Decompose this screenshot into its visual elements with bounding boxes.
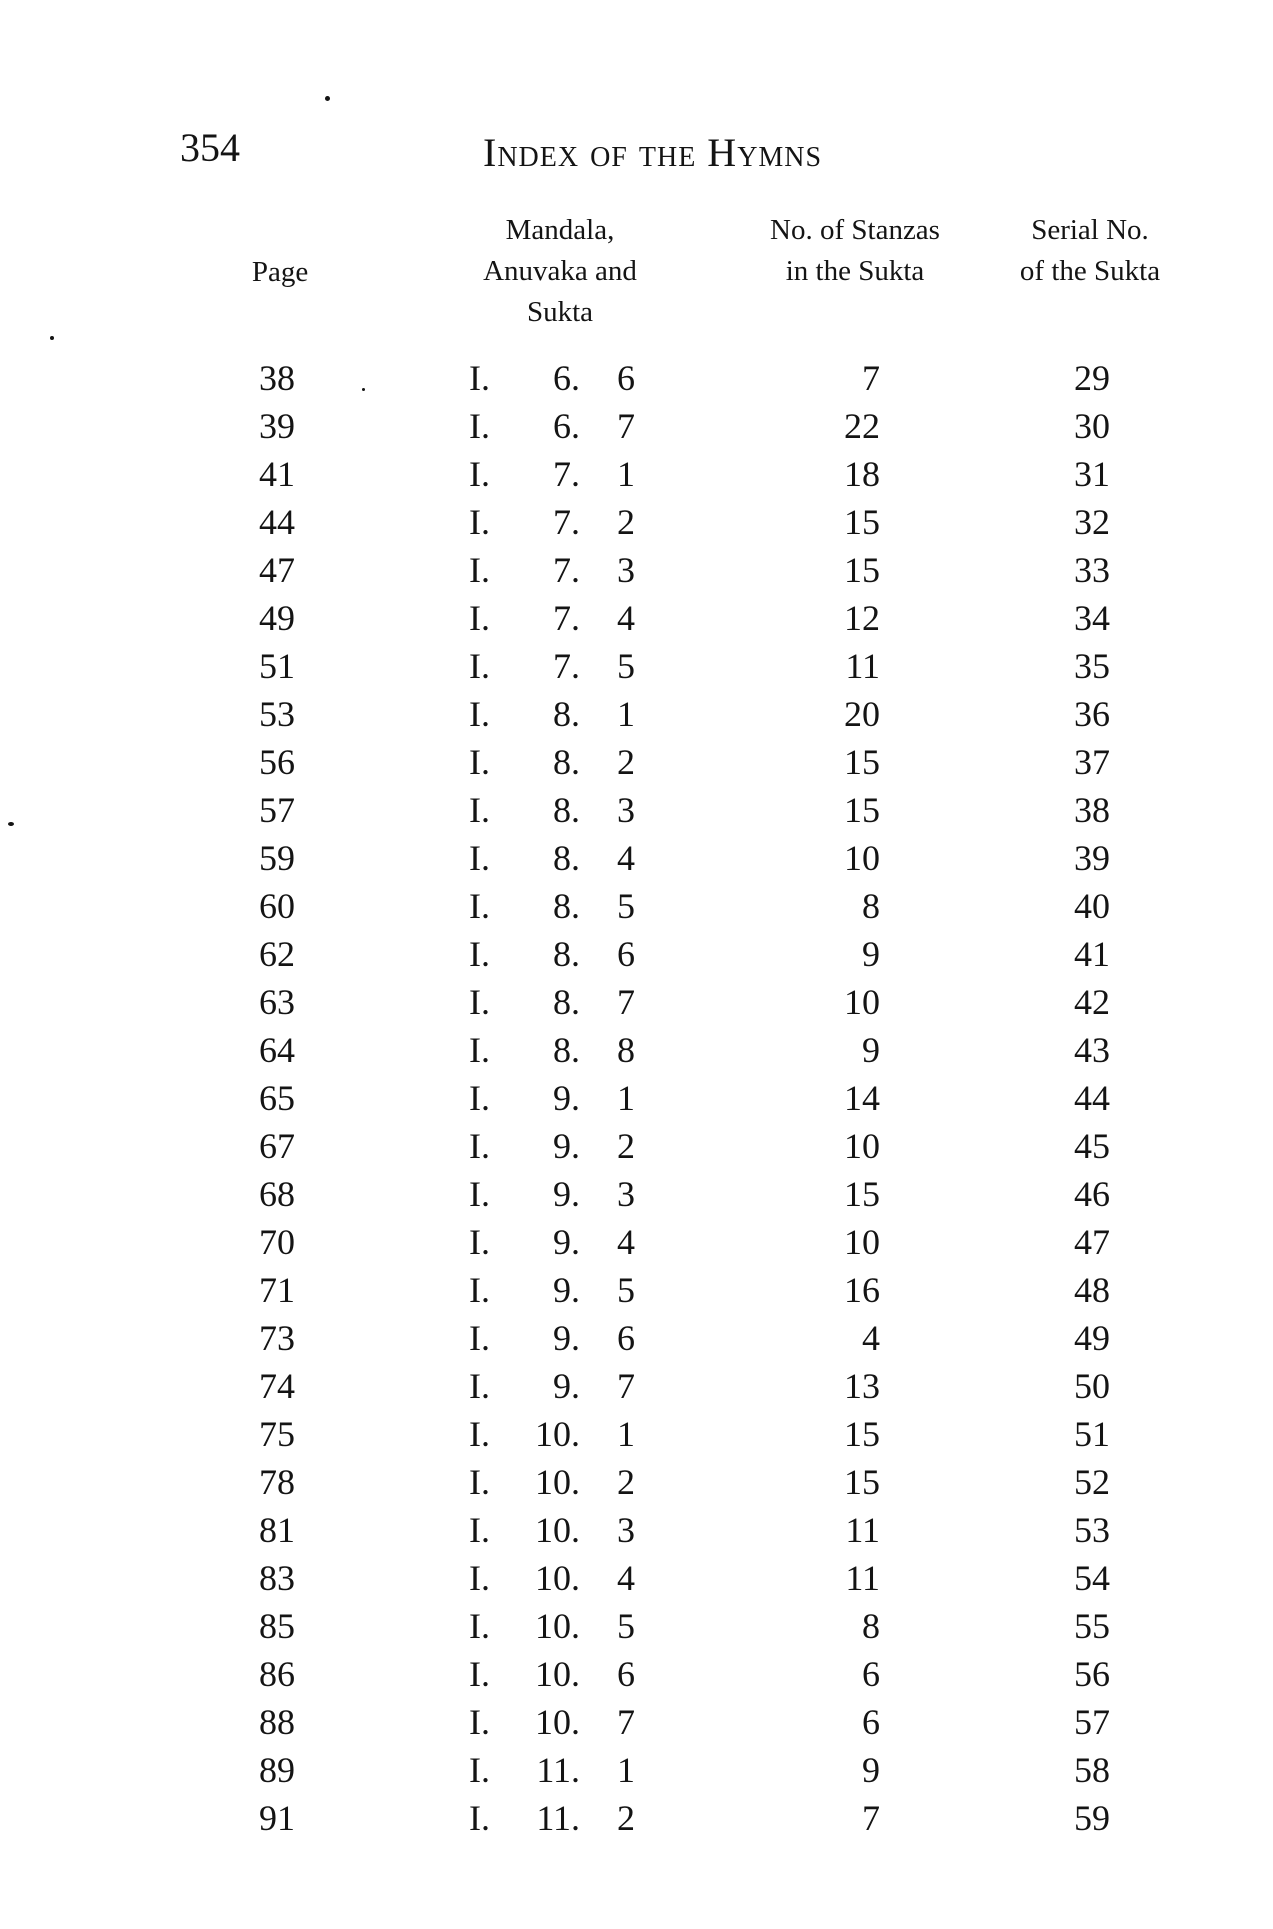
row-page: 64: [259, 1030, 295, 1070]
row-page: 39: [259, 406, 295, 446]
row-page: 91: [259, 1798, 295, 1838]
table-row: [0, 1794, 1273, 1842]
row-serial: 43: [1074, 1030, 1110, 1070]
ink-speck: [325, 96, 330, 101]
table-row: [0, 1506, 1273, 1554]
row-mandala: I.: [469, 838, 490, 878]
row-mandala: I.: [469, 1606, 490, 1646]
row-page: 71: [259, 1270, 295, 1310]
row-sukta: 3: [617, 550, 635, 590]
column-header-line: Page: [251, 256, 309, 288]
row-stanzas: 10: [844, 1222, 880, 1262]
row-stanzas: 7: [862, 1798, 880, 1838]
row-page: 73: [259, 1318, 295, 1358]
table-row: [0, 786, 1273, 834]
row-stanzas: 9: [862, 934, 880, 974]
row-serial: 35: [1074, 646, 1110, 686]
row-anuvaka: 10.: [535, 1462, 580, 1502]
row-sukta: 7: [617, 1702, 635, 1742]
row-sukta: 6: [617, 1318, 635, 1358]
table-row: [0, 1170, 1273, 1218]
row-sukta: 2: [617, 1462, 635, 1502]
ink-speck: [50, 336, 54, 340]
row-stanzas: 8: [862, 1606, 880, 1646]
row-sukta: 6: [617, 934, 635, 974]
row-serial: 50: [1074, 1366, 1110, 1406]
row-stanzas: 10: [844, 1126, 880, 1166]
row-anuvaka: 8.: [553, 694, 580, 734]
row-page: 88: [259, 1702, 295, 1742]
column-header-line: Sukta: [526, 296, 594, 328]
row-mandala: I.: [469, 1126, 490, 1166]
row-mandala: I.: [469, 646, 490, 686]
row-serial: 38: [1074, 790, 1110, 830]
table-row: [0, 738, 1273, 786]
row-serial: 42: [1074, 982, 1110, 1022]
row-sukta: 2: [617, 1798, 635, 1838]
row-page: 49: [259, 598, 295, 638]
row-sukta: 2: [617, 742, 635, 782]
row-mandala: I.: [469, 1654, 490, 1694]
table-row: [0, 1410, 1273, 1458]
row-serial: 52: [1074, 1462, 1110, 1502]
row-anuvaka: 7.: [553, 550, 580, 590]
row-serial: 44: [1074, 1078, 1110, 1118]
row-serial: 30: [1074, 406, 1110, 446]
row-serial: 49: [1074, 1318, 1110, 1358]
row-serial: 45: [1074, 1126, 1110, 1166]
row-sukta: 5: [617, 886, 635, 926]
row-page: 67: [259, 1126, 295, 1166]
column-header-line: Serial No.: [1031, 214, 1149, 246]
row-anuvaka: 7.: [553, 454, 580, 494]
row-anuvaka: 8.: [553, 934, 580, 974]
row-page: 81: [259, 1510, 295, 1550]
row-page: 59: [259, 838, 295, 878]
row-anuvaka: 9.: [553, 1126, 580, 1166]
table-row: [0, 1218, 1273, 1266]
row-anuvaka: 10.: [535, 1510, 580, 1550]
row-sukta: 3: [617, 1174, 635, 1214]
row-anuvaka: 10.: [535, 1654, 580, 1694]
table-row: [0, 594, 1273, 642]
row-stanzas: 15: [844, 502, 880, 542]
column-header-line: Anuvaka and: [483, 255, 637, 287]
column-header-page: [240, 252, 320, 293]
table-row: [0, 978, 1273, 1026]
row-anuvaka: 8.: [553, 838, 580, 878]
row-mandala: I.: [469, 1750, 490, 1790]
column-header-serial: [985, 210, 1195, 292]
table-row: [0, 690, 1273, 738]
row-mandala: I.: [469, 1366, 490, 1406]
row-serial: 32: [1074, 502, 1110, 542]
row-stanzas: 15: [844, 1462, 880, 1502]
row-stanzas: 11: [845, 1510, 880, 1550]
row-sukta: 2: [617, 502, 635, 542]
row-page: 63: [259, 982, 295, 1022]
row-serial: 41: [1074, 934, 1110, 974]
row-stanzas: 9: [862, 1030, 880, 1070]
row-stanzas: 15: [844, 1174, 880, 1214]
row-stanzas: 6: [862, 1702, 880, 1742]
row-sukta: 3: [617, 1510, 635, 1550]
row-mandala: I.: [469, 934, 490, 974]
table-row: [0, 1122, 1273, 1170]
table-row: [0, 1650, 1273, 1698]
row-stanzas: 16: [844, 1270, 880, 1310]
row-anuvaka: 10.: [535, 1558, 580, 1598]
table-row: [0, 1746, 1273, 1794]
row-stanzas: 22: [844, 406, 880, 446]
row-sukta: 4: [617, 838, 635, 878]
table-row: [0, 450, 1273, 498]
row-sukta: 5: [617, 646, 635, 686]
table-row: [0, 354, 1273, 402]
row-anuvaka: 7.: [553, 598, 580, 638]
row-stanzas: 8: [862, 886, 880, 926]
row-serial: 33: [1074, 550, 1110, 590]
row-sukta: 7: [617, 406, 635, 446]
table-row: [0, 1362, 1273, 1410]
row-sukta: 1: [617, 454, 635, 494]
row-anuvaka: 9.: [553, 1270, 580, 1310]
row-page: 65: [259, 1078, 295, 1118]
column-header-stanzas: [730, 210, 980, 292]
row-serial: 36: [1074, 694, 1110, 734]
row-stanzas: 15: [844, 550, 880, 590]
row-page: 89: [259, 1750, 295, 1790]
table-row: [0, 498, 1273, 546]
row-sukta: 1: [617, 1078, 635, 1118]
row-page: 74: [259, 1366, 295, 1406]
row-mandala: I.: [469, 1030, 490, 1070]
row-anuvaka: 11.: [536, 1798, 580, 1838]
table-row: [0, 1026, 1273, 1074]
row-mandala: I.: [469, 790, 490, 830]
row-anuvaka: 8.: [553, 982, 580, 1022]
row-mandala: I.: [469, 1798, 490, 1838]
row-page: 44: [259, 502, 295, 542]
row-page: 38: [259, 358, 295, 398]
row-anuvaka: 9.: [553, 1174, 580, 1214]
row-serial: 53: [1074, 1510, 1110, 1550]
row-serial: 54: [1074, 1558, 1110, 1598]
row-mandala: I.: [469, 454, 490, 494]
row-sukta: 4: [617, 1558, 635, 1598]
row-mandala: I.: [469, 694, 490, 734]
row-mandala: I.: [469, 1702, 490, 1742]
row-stanzas: 13: [844, 1366, 880, 1406]
row-serial: 57: [1074, 1702, 1110, 1742]
row-serial: 40: [1074, 886, 1110, 926]
page-number: 354: [180, 125, 240, 170]
row-anuvaka: 9.: [553, 1318, 580, 1358]
row-anuvaka: 9.: [553, 1222, 580, 1262]
table-row: [0, 1074, 1273, 1122]
row-anuvaka: 6.: [553, 406, 580, 446]
table-row: [0, 834, 1273, 882]
row-page: 41: [259, 454, 295, 494]
column-header-line: Mandala,: [505, 214, 615, 246]
row-mandala: I.: [469, 982, 490, 1022]
row-page: 86: [259, 1654, 295, 1694]
table-row: [0, 1602, 1273, 1650]
row-anuvaka: 7.: [553, 502, 580, 542]
row-mandala: I.: [469, 1078, 490, 1118]
row-anuvaka: 9.: [553, 1366, 580, 1406]
row-stanzas: 7: [862, 358, 880, 398]
hymn-index-table: [0, 354, 1273, 1842]
row-mandala: I.: [469, 1270, 490, 1310]
row-anuvaka: 8.: [553, 886, 580, 926]
row-anuvaka: 10.: [535, 1414, 580, 1454]
table-row: [0, 930, 1273, 978]
row-page: 68: [259, 1174, 295, 1214]
row-serial: 48: [1074, 1270, 1110, 1310]
row-stanzas: 6: [862, 1654, 880, 1694]
row-mandala: I.: [469, 406, 490, 446]
row-serial: 39: [1074, 838, 1110, 878]
row-anuvaka: 8.: [553, 742, 580, 782]
row-sukta: 7: [617, 1366, 635, 1406]
row-anuvaka: 6.: [553, 358, 580, 398]
row-serial: 37: [1074, 742, 1110, 782]
row-page: 83: [259, 1558, 295, 1598]
column-header-line: in the Sukta: [785, 255, 925, 287]
row-mandala: I.: [469, 550, 490, 590]
row-stanzas: 9: [862, 1750, 880, 1790]
row-page: 62: [259, 934, 295, 974]
row-page: 75: [259, 1414, 295, 1454]
row-page: 56: [259, 742, 295, 782]
row-serial: 55: [1074, 1606, 1110, 1646]
row-page: 60: [259, 886, 295, 926]
table-row: [0, 1314, 1273, 1362]
row-stanzas: 11: [845, 1558, 880, 1598]
row-mandala: I.: [469, 1222, 490, 1262]
row-serial: 59: [1074, 1798, 1110, 1838]
row-mandala: I.: [469, 1414, 490, 1454]
row-mandala: I.: [469, 1558, 490, 1598]
row-sukta: 8: [617, 1030, 635, 1070]
row-mandala: I.: [469, 1318, 490, 1358]
row-anuvaka: 8.: [553, 1030, 580, 1070]
row-sukta: 7: [617, 982, 635, 1022]
row-mandala: I.: [469, 358, 490, 398]
row-sukta: 6: [617, 1654, 635, 1694]
row-stanzas: 10: [844, 982, 880, 1022]
row-sukta: 5: [617, 1270, 635, 1310]
row-mandala: I.: [469, 742, 490, 782]
row-serial: 34: [1074, 598, 1110, 638]
row-stanzas: 12: [844, 598, 880, 638]
row-sukta: 4: [617, 1222, 635, 1262]
running-title: Index of the Hymns: [483, 130, 823, 175]
table-row: [0, 402, 1273, 450]
row-sukta: 1: [617, 1750, 635, 1790]
row-stanzas: 15: [844, 790, 880, 830]
row-stanzas: 20: [844, 694, 880, 734]
row-sukta: 2: [617, 1126, 635, 1166]
row-anuvaka: 8.: [553, 790, 580, 830]
row-sukta: 4: [617, 598, 635, 638]
row-serial: 31: [1074, 454, 1110, 494]
row-page: 70: [259, 1222, 295, 1262]
row-mandala: I.: [469, 502, 490, 542]
row-page: 57: [259, 790, 295, 830]
row-page: 85: [259, 1606, 295, 1646]
row-mandala: I.: [469, 598, 490, 638]
table-row: [0, 882, 1273, 930]
row-serial: 56: [1074, 1654, 1110, 1694]
row-stanzas: 4: [862, 1318, 880, 1358]
row-sukta: 5: [617, 1606, 635, 1646]
row-stanzas: 10: [844, 838, 880, 878]
row-serial: 58: [1074, 1750, 1110, 1790]
table-row: [0, 1698, 1273, 1746]
table-row: [0, 642, 1273, 690]
row-anuvaka: 7.: [553, 646, 580, 686]
table-row: [0, 1554, 1273, 1602]
row-page: 53: [259, 694, 295, 734]
row-anuvaka: 10.: [535, 1702, 580, 1742]
row-serial: 47: [1074, 1222, 1110, 1262]
row-sukta: 3: [617, 790, 635, 830]
table-row: [0, 1266, 1273, 1314]
row-page: 51: [259, 646, 295, 686]
column-header-mandala: [440, 210, 680, 333]
row-page: 78: [259, 1462, 295, 1502]
table-row: [0, 1458, 1273, 1506]
row-mandala: I.: [469, 1510, 490, 1550]
row-mandala: I.: [469, 1174, 490, 1214]
row-serial: 51: [1074, 1414, 1110, 1454]
row-stanzas: 15: [844, 1414, 880, 1454]
row-anuvaka: 9.: [553, 1078, 580, 1118]
row-sukta: 6: [617, 358, 635, 398]
row-stanzas: 11: [845, 646, 880, 686]
row-serial: 46: [1074, 1174, 1110, 1214]
row-page: 47: [259, 550, 295, 590]
row-anuvaka: 11.: [536, 1750, 580, 1790]
table-row: [0, 546, 1273, 594]
row-anuvaka: 10.: [535, 1606, 580, 1646]
row-stanzas: 14: [844, 1078, 880, 1118]
row-serial: 29: [1074, 358, 1110, 398]
column-header-line: No. of Stanzas: [770, 214, 940, 246]
column-header-line: of the Sukta: [1019, 255, 1161, 287]
row-mandala: I.: [469, 1462, 490, 1502]
row-stanzas: 15: [844, 742, 880, 782]
row-stanzas: 18: [844, 454, 880, 494]
row-sukta: 1: [617, 1414, 635, 1454]
row-sukta: 1: [617, 694, 635, 734]
row-mandala: I.: [469, 886, 490, 926]
